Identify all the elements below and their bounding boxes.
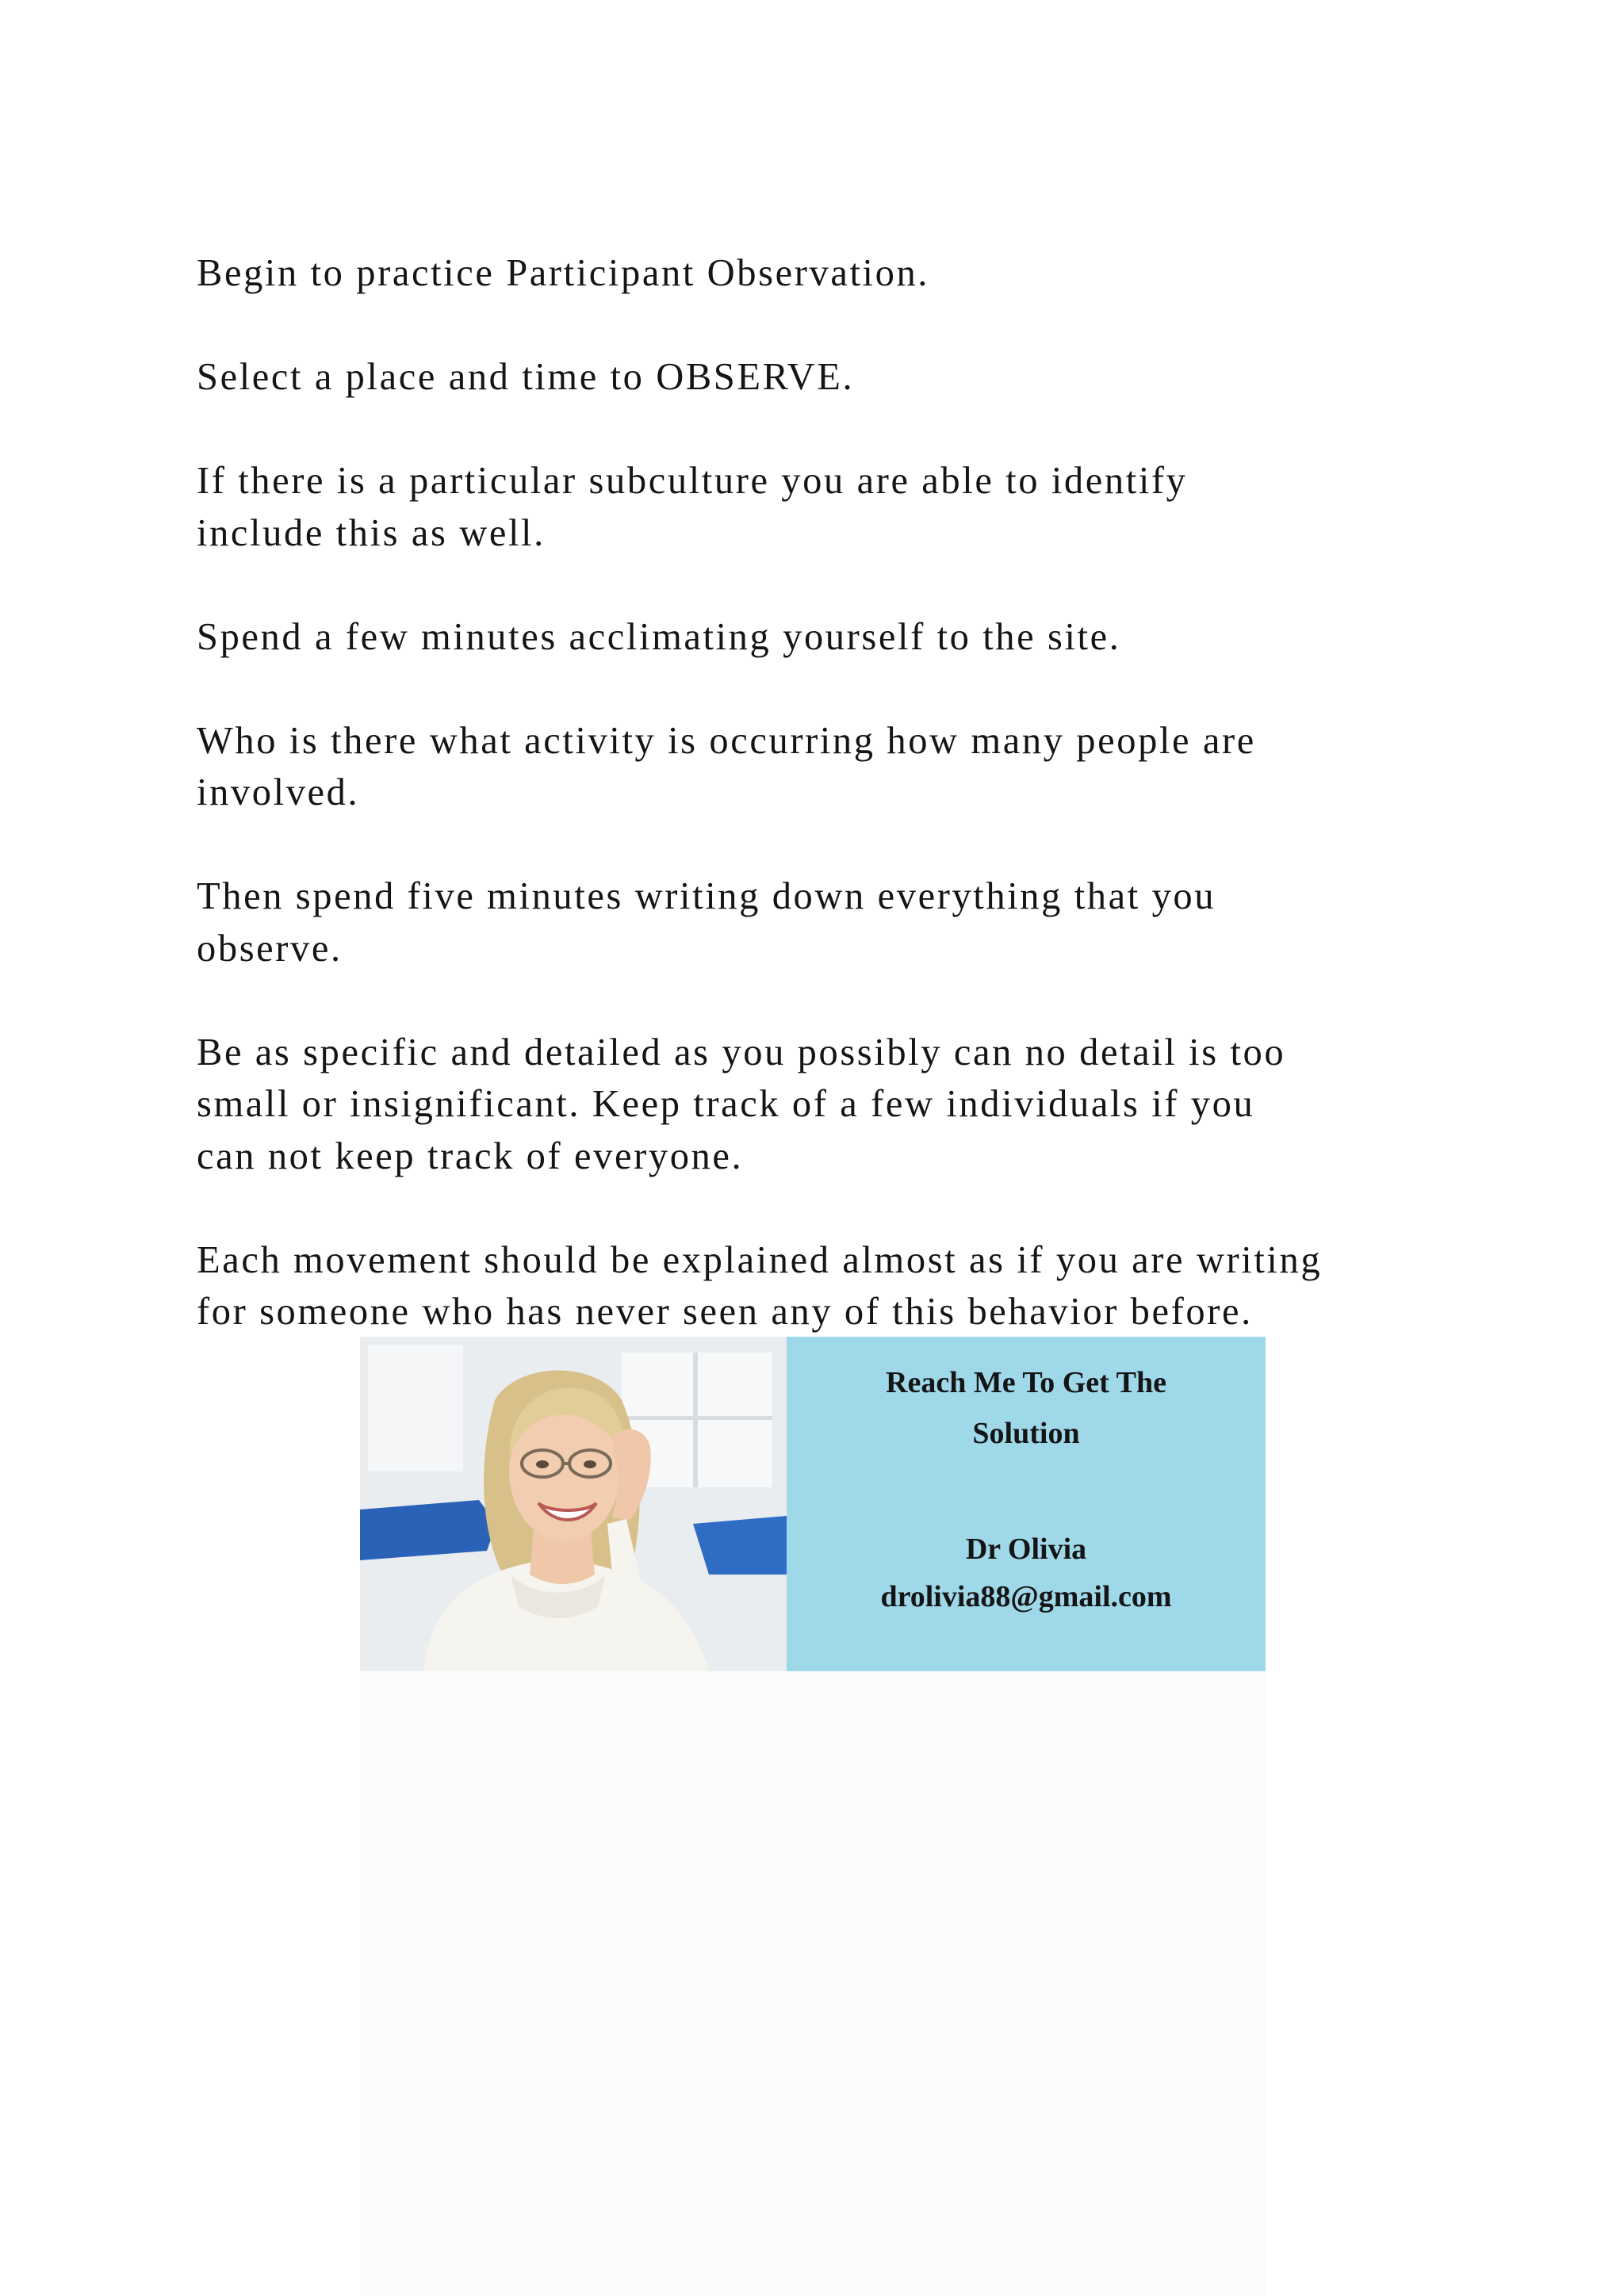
document-body [197, 247, 1545, 1338]
paragraph [197, 351, 1545, 404]
banner-title: Reach Me To Get The [886, 1366, 1166, 1399]
paragraph [197, 247, 1545, 300]
paragraph [197, 611, 1545, 664]
text-line: Spend a few minutes acclimating yourself to the site. [197, 615, 1121, 658]
contact-info-panel [787, 1337, 1266, 1671]
contact-banner [360, 1337, 1266, 1671]
text-line: Each movement should be explained almost as if you are writing [197, 1238, 1323, 1281]
blank-image-area [360, 1671, 1266, 2296]
paragraph [197, 1027, 1545, 1183]
text-line: for someone who has never seen any of this behavior before. [197, 1291, 1253, 1333]
paragraph [197, 455, 1545, 559]
paragraph [197, 1234, 1545, 1338]
banner-title-continued: Solution [972, 1417, 1080, 1450]
paragraph [197, 871, 1545, 974]
text-line: Who is there what activity is occurring how many people are [197, 719, 1256, 762]
contact-email: drolivia88@gmail.com [880, 1580, 1172, 1613]
text-line: Begin to practice Participant Observation. [197, 252, 930, 294]
text-line: If there is a particular subculture you are able to identify [197, 460, 1188, 502]
contact-name: Dr Olivia [965, 1533, 1087, 1566]
text-line: can not keep track of everyone. [197, 1135, 744, 1177]
text-line: Be as specific and detailed as you possibly can no detail is too [197, 1031, 1286, 1073]
text-line: small or insignificant. Keep track of a few individuals if you [197, 1083, 1255, 1125]
text-line: Then spend five minutes writing down everything that you [197, 875, 1216, 917]
woman-photo [360, 1337, 787, 1671]
text-line: involved. [197, 771, 360, 813]
paragraph [197, 715, 1545, 819]
text-line: include this as well. [197, 511, 546, 554]
text-line: Select a place and time to OBSERVE. [197, 356, 855, 398]
text-line: observe. [197, 927, 343, 970]
